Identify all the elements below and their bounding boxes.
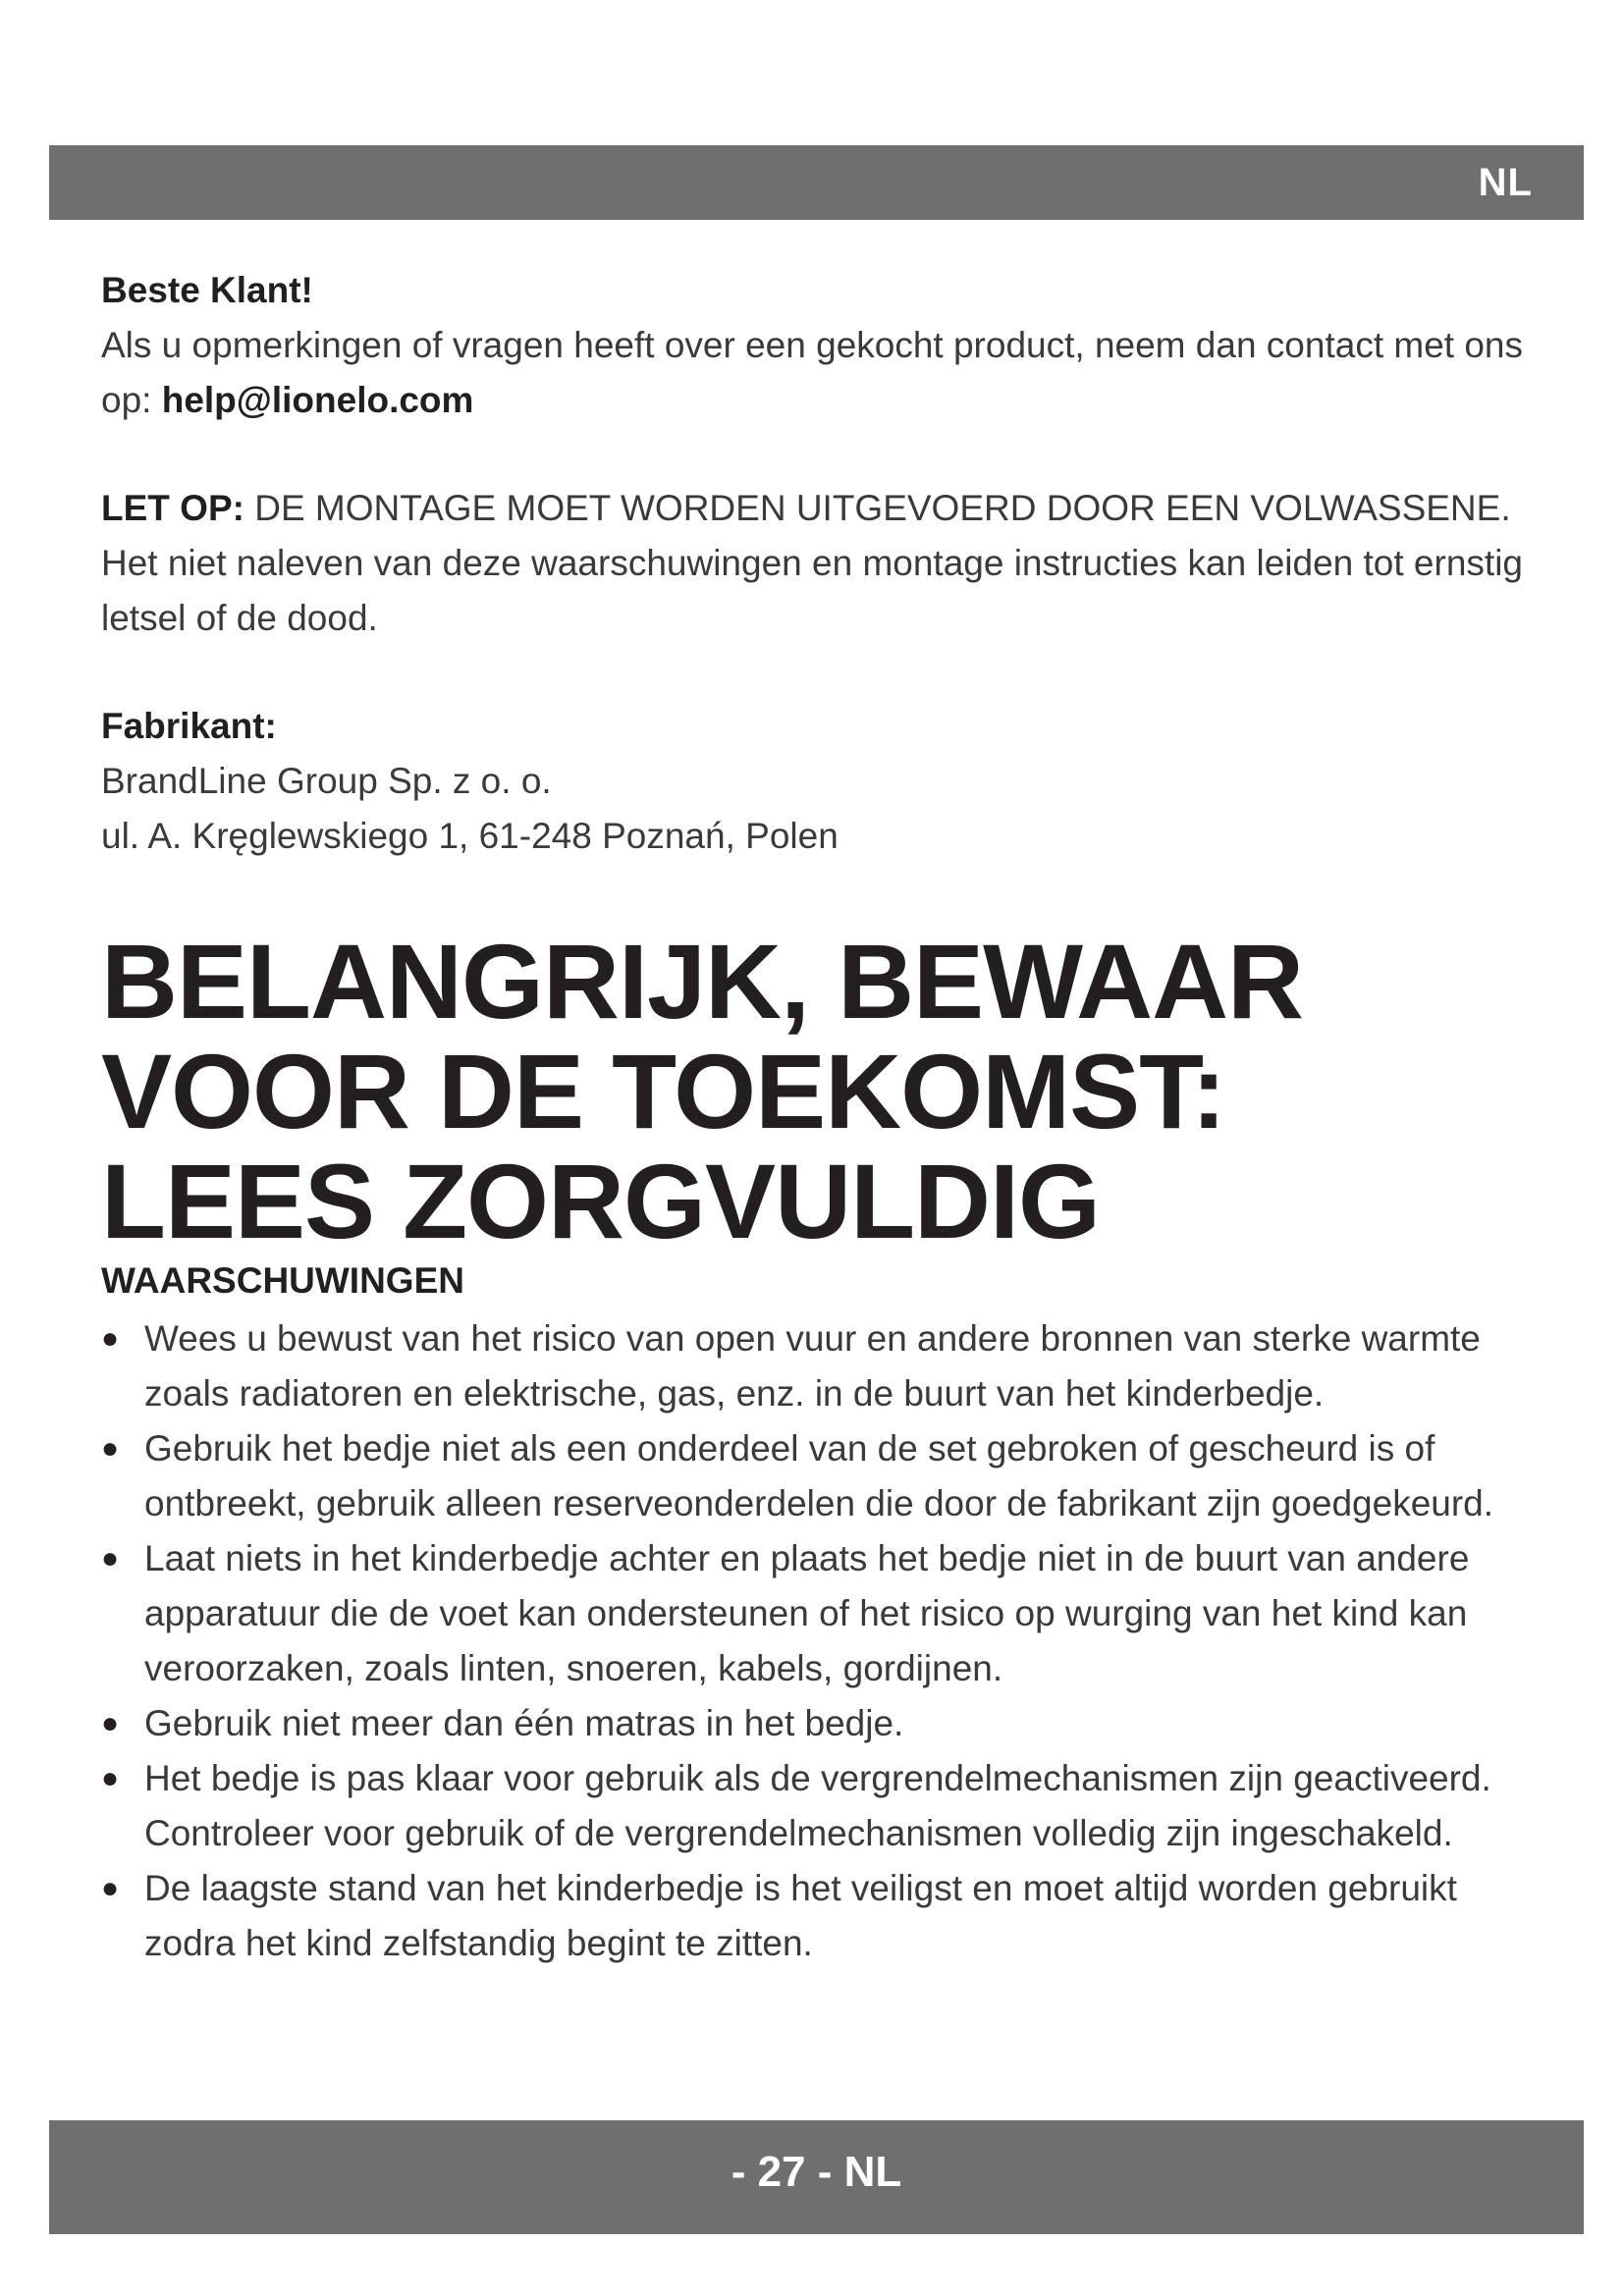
warnings-list — [101, 1311, 1544, 1971]
notice-text: DE MONTAGE MOET WORDEN UITGEVOERD DOOR EEN VOLWASSENE. Het niet naleven van deze waarschuwingen en montage instructies kan leiden tot ernstig letsel of de dood. — [101, 488, 1523, 638]
page-content — [101, 263, 1544, 1971]
list-item: ● Wees u bewust van het risico van open vuur en andere bronnen van sterke warmte zoals radiatoren en elektrische, gas, enz. in de buurt van het kinderbedje. — [101, 1311, 1544, 1421]
list-item: ● Laat niets in het kinderbedje achter en plaats het bedje niet in de buurt van andere apparatuur die de voet kan ondersteunen of het risico op wurging van het kind kan veroorzaken, zoals linten, snoeren, kabels, gordijnen. — [101, 1531, 1544, 1696]
notice-label: LET OP: — [101, 488, 244, 528]
greeting-text — [101, 318, 1544, 428]
support-email-link[interactable]: help@lionelo.com — [161, 380, 474, 420]
greeting-title: Beste Klant! — [101, 270, 313, 310]
bullet-icon: ● — [101, 1707, 120, 1739]
language-label: NL — [1478, 161, 1533, 204]
list-item: ● De laagste stand van het kinderbedje is het veiligst en moet altijd worden gebruikt zodra het kind zelfstandig begint te zitten. — [101, 1861, 1544, 1971]
manufacturer-name: BrandLine Group Sp. z o. o. — [101, 761, 552, 801]
manufacturer-label: Fabrikant: — [101, 706, 277, 746]
manufacturer-address: ul. A. Kręglewskiego 1, 61-248 Poznań, Polen — [101, 816, 839, 856]
greeting-body: Als u opmerkingen of vragen heeft over een gekocht product, neem dan contact met ons op: — [101, 325, 1523, 420]
headline-line-1: BELANGRIJK, BEWAAR — [101, 922, 1304, 1041]
list-item: ● Het bedje is pas klaar voor gebruik als de vergrendelmechanismen zijn geactiveerd. Controleer voor gebruik of de vergrendelmechanismen volledig zijn ingeschakeld. — [101, 1751, 1544, 1861]
headline-line-3: LEES ZORGVULDIG — [101, 1142, 1101, 1260]
header-bar — [49, 145, 1584, 220]
page-number: - 27 - NL — [731, 2148, 902, 2196]
bullet-icon: ● — [101, 1322, 120, 1355]
warnings-title: WAARSCHUWINGEN — [101, 1260, 464, 1301]
bullet-icon: ● — [101, 1542, 120, 1575]
list-item: ● Gebruik het bedje niet als een onderdeel van de set gebroken of gescheurd is of ontbreekt, gebruik alleen reserveonderdelen die door de fabrikant zijn goedgekeurd. — [101, 1421, 1544, 1531]
footer-bar — [49, 2120, 1584, 2234]
notice-paragraph — [101, 481, 1544, 646]
bullet-icon: ● — [101, 1762, 120, 1794]
important-headline — [101, 922, 1544, 1260]
list-item: ● Gebruik niet meer dan één matras in het bedje. — [101, 1696, 1544, 1751]
bullet-icon: ● — [101, 1872, 120, 1904]
bullet-icon: ● — [101, 1432, 120, 1465]
headline-line-2: VOOR DE TOEKOMST: — [101, 1032, 1226, 1150]
